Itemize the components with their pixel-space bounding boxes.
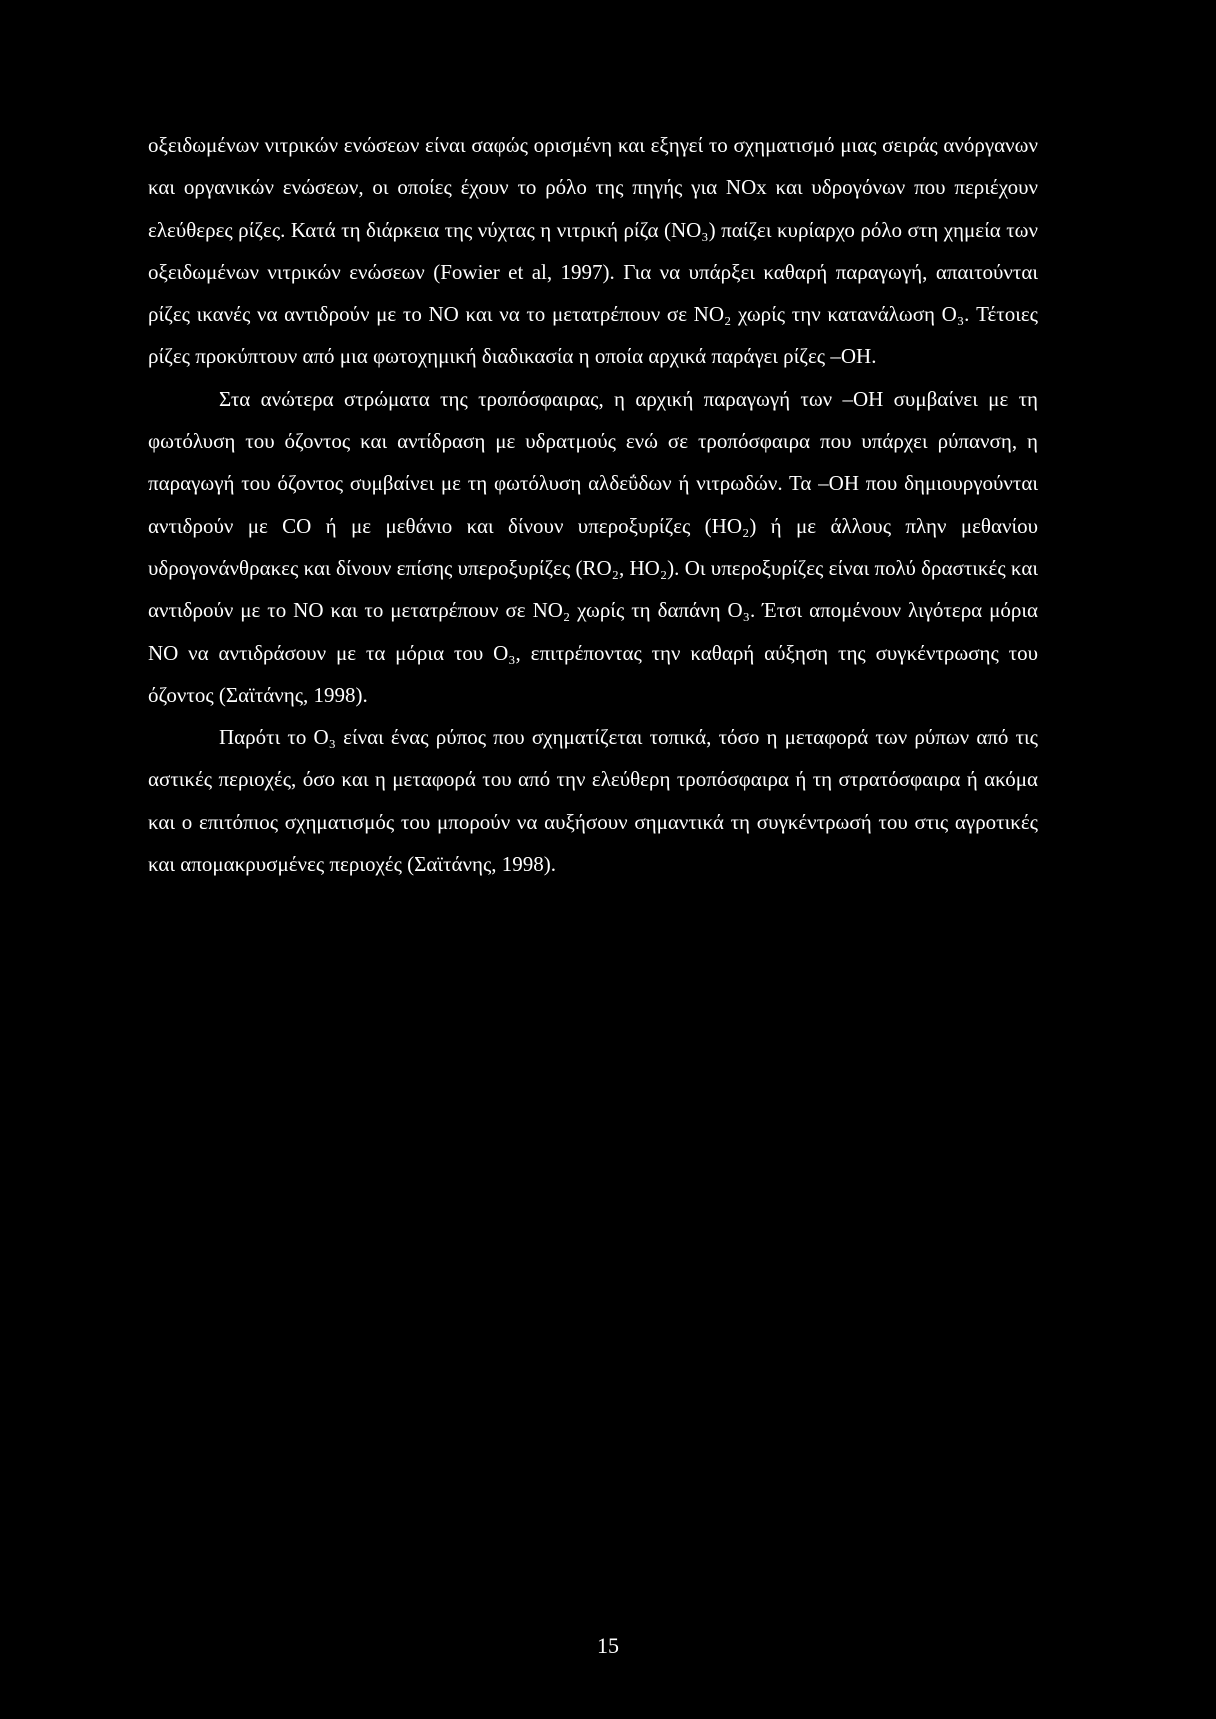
paragraph-2: Στα ανώτερα στρώματα της τροπόσφαιρας, η αρχική παραγωγή των –OH συμβαίνει με τη φωτόλυση του όζοντος και αντίδραση με υδρατμούς ενώ σε τροπόσφαιρα που υπάρχει ρύπανση, η παραγωγή του όζοντος συμβαίνει με τη φωτόλυση αλδεΰδων ή νιτρωδών. Τα –OH που δημιουργούνται αντιδρούν με CO ή με μεθάνιο και δίνουν υπεροξυρίζες (HO₂) ή με άλλους πλην μεθανίου υδρογονάνθρακες και δίνουν επίσης υπεροξυρίζες (RO₂, HO₂). Οι υπεροξυρίζες είναι πολύ δραστικές και αντιδρούν με το NO και το μετατρέπουν σε NO₂ χωρίς τη δαπάνη O₃. Έτσι απομένουν λιγότερα μόρια NO να αντιδράσουν με τα μόρια του O₃, επιτρέποντας την καθαρή αύξηση της συγκέντρωσης του όζοντος (Σαϊτάνης, 1998). [148, 386, 1038, 707]
paragraph-3: Παρότι το O₃ είναι ένας ρύπος που σχηματίζεται τοπικά, τόσο η μεταφορά των ρύπων από τις αστικές περιοχές, όσο και η μεταφορά του από την ελεύθερη τροπόσφαιρα ή τη στρατόσφαιρα ή ακόμα και ο επιτόπιος σχηματισμός του μπορούν να αυξήσουν σημαντικά τη συγκέντρωσή του στις αγροτικές και απομακρυσμένες περιοχές (Σαϊτάνης, 1998). [148, 725, 1038, 877]
page-number: 15 [597, 1633, 619, 1658]
body-text [148, 124, 1038, 885]
paragraph-1: οξειδωμένων νιτρικών ενώσεων είναι σαφώς ορισμένη και εξηγεί το σχηματισμό μιας σειράς ανόργανων και οργανικών ενώσεων, οι οποίες έχουν το ρόλο της πηγής για NOx και υδρογόνων που περιέχουν ελεύθερες ρίζες. Κατά τη διάρκεια της νύχτας η νιτρική ρίζα (NO₃) παίζει κυρίαρχο ρόλο στη χημεία των οξειδωμένων νιτρικών ενώσεων (Fowier et al, 1997). Για να υπάρξει καθαρή παραγωγή, απαιτούνται ρίζες ικανές να αντιδρούν με το NO και να το μετατρέπουν σε NO₂ χωρίς την κατανάλωση O₃. Τέτοιες ρίζες προκύπτουν από μια φωτοχημική διαδικασία η οποία αρχικά παράγει ρίζες –OH. [148, 133, 1038, 369]
